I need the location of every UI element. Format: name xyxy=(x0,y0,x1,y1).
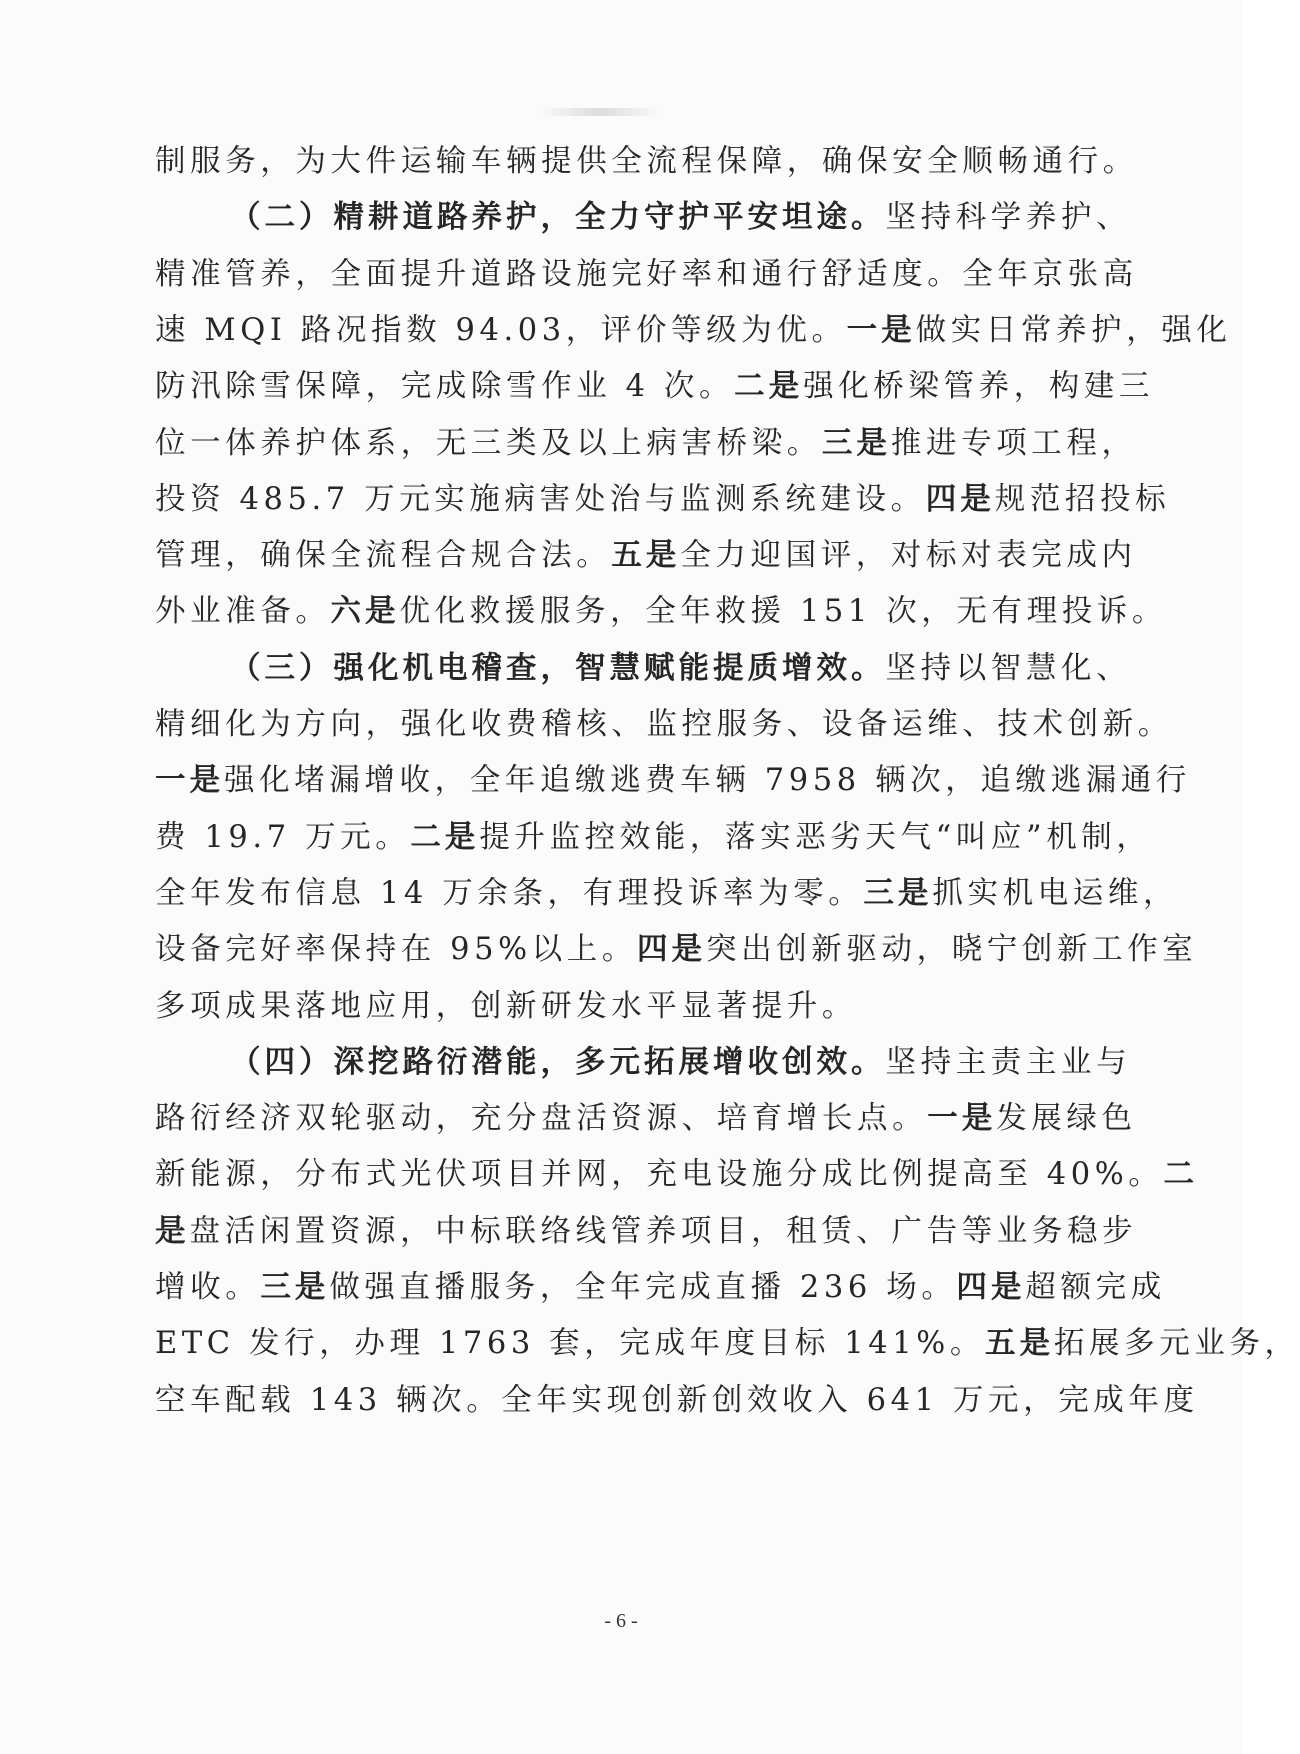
bold-phrase: （四）深挖路衍潜能，多元拓展增收创效。 xyxy=(230,1044,886,1080)
text-run: 外业准备。 xyxy=(155,594,331,630)
text-line xyxy=(155,1146,1198,1204)
text-run: 盘活闲置资源，中标联络线管养项目，租赁、广告等业务稳步 xyxy=(189,1213,1138,1249)
text-line xyxy=(155,358,1155,416)
text-run: 精细化为方向，强化收费稽核、监控服务、设备运维、技术创新。 xyxy=(155,707,1173,742)
text-run: 做强直播服务，全年完成直播 236 场。 xyxy=(329,1270,957,1305)
text-run: 拓展多元业务， xyxy=(1053,1326,1300,1362)
text-line xyxy=(155,527,1137,585)
text-run: 全力迎国评，对标对表完成内 xyxy=(680,538,1137,574)
text-run: 做实日常养护，强化 xyxy=(915,312,1232,348)
text-line xyxy=(155,1203,1138,1261)
text-run: 路衍经济双轮驱动，充分盘活资源、培育增长点。 xyxy=(155,1101,928,1137)
text-line xyxy=(230,189,1132,247)
text-run: 强化堵漏增收，全年追缴逃费车辆 7958 辆次，追缴逃漏通行 xyxy=(224,763,1192,799)
text-run: 位一体养护体系，无三类及以上病害桥梁。 xyxy=(155,425,822,461)
bold-phrase: 三是 xyxy=(863,875,933,911)
bold-phrase: 六是 xyxy=(330,594,400,630)
text-run: 优化救援服务，全年救援 151 次，无有理投诉。 xyxy=(399,594,1168,630)
text-run: 增收。 xyxy=(155,1270,261,1305)
text-run: 强化桥梁管养，构建三 xyxy=(803,369,1155,405)
text-run: ETC 发行，办理 1763 套，完成年度目标 141%。 xyxy=(155,1326,985,1362)
text-run: 推进专项工程， xyxy=(890,425,1137,461)
text-run: 提升监控效能，落实恶劣天气“叫应”机制， xyxy=(479,819,1152,855)
text-line xyxy=(155,246,1138,304)
text-run: 投资 485.7 万元实施病害处治与监测系统建设。 xyxy=(155,481,926,517)
bold-phrase: 四是 xyxy=(637,932,706,968)
text-line xyxy=(155,415,1137,473)
bold-phrase: （三）强化机电稽查，智慧赋能提质增效。 xyxy=(230,650,886,686)
text-run: 制服务，为大件运输车辆提供全流程保障，确保安全顺畅通行。 xyxy=(155,144,1138,179)
bold-phrase: 一是 xyxy=(927,1101,997,1137)
text-line xyxy=(155,583,1168,641)
text-line xyxy=(155,1090,1137,1148)
bold-phrase: 二 xyxy=(1163,1157,1198,1193)
bold-phrase: 三是 xyxy=(260,1270,330,1305)
text-line xyxy=(155,921,1198,979)
text-line xyxy=(155,302,1232,360)
text-run: 空车配载 143 辆次。全年实现创新创效收入 641 万元，完成年度 xyxy=(155,1382,1199,1418)
text-run: 速 MQI 路况指数 94.03，评价等级为优。 xyxy=(155,312,847,348)
bold-phrase: 一是 xyxy=(846,312,916,348)
text-run: 精准管养，全面提升道路设施完好率和通行舒适度。全年京张高 xyxy=(155,256,1138,292)
text-line xyxy=(155,1372,1199,1430)
scan-smudge xyxy=(540,108,660,116)
text-line xyxy=(155,978,1095,1036)
bold-phrase: 是 xyxy=(155,1213,190,1249)
text-run: 全年发布信息 14 万余条，有理投诉率为零。 xyxy=(155,875,864,911)
bold-phrase: 四是 xyxy=(956,1270,1026,1305)
bold-phrase: 五是 xyxy=(611,538,681,574)
text-run: 坚持以智慧化、 xyxy=(885,650,1132,686)
text-run: 规范招投标 xyxy=(994,481,1171,517)
text-line xyxy=(155,471,1171,529)
bold-phrase: 五是 xyxy=(984,1326,1054,1362)
text-run: 防汛除雪保障，完成除雪作业 4 次。 xyxy=(155,369,735,405)
text-line xyxy=(155,1259,1166,1317)
text-line xyxy=(155,809,1152,867)
text-run: 发展绿色 xyxy=(996,1101,1137,1137)
bold-phrase: （二）精耕道路养护，全力守护平安坦途。 xyxy=(230,200,886,236)
text-run: 坚持科学养护、 xyxy=(885,200,1132,236)
bold-phrase: 三是 xyxy=(821,425,891,461)
bold-phrase: 二是 xyxy=(734,369,804,405)
bold-phrase: 四是 xyxy=(925,481,995,517)
bold-phrase: 一是 xyxy=(155,763,224,799)
bold-phrase: 二是 xyxy=(410,819,480,855)
text-run: 多项成果落地应用，创新研发水平显著提升。 xyxy=(155,988,857,1024)
text-run: 管理，确保全流程合规合法。 xyxy=(155,538,612,574)
text-line xyxy=(155,696,1173,754)
text-run: 突出创新驱动，晓宁创新工作室 xyxy=(706,932,1198,968)
text-line xyxy=(155,752,1192,810)
text-line xyxy=(155,133,1138,191)
text-line xyxy=(230,1034,1132,1092)
text-line xyxy=(155,865,1179,923)
text-run: 抓实机电运维， xyxy=(932,875,1179,911)
page-number: - 6 - xyxy=(604,1610,638,1632)
text-line xyxy=(230,640,1132,698)
text-run: 费 19.7 万元。 xyxy=(155,819,411,855)
text-run: 坚持主责主业与 xyxy=(885,1044,1132,1080)
text-run: 超额完成 xyxy=(1025,1270,1166,1305)
text-line xyxy=(155,1315,1300,1373)
text-run: 设备完好率保持在 95%以上。 xyxy=(155,932,637,968)
text-run: 新能源，分布式光伏项目并网，充电设施分成比例提高至 40%。 xyxy=(155,1157,1164,1193)
